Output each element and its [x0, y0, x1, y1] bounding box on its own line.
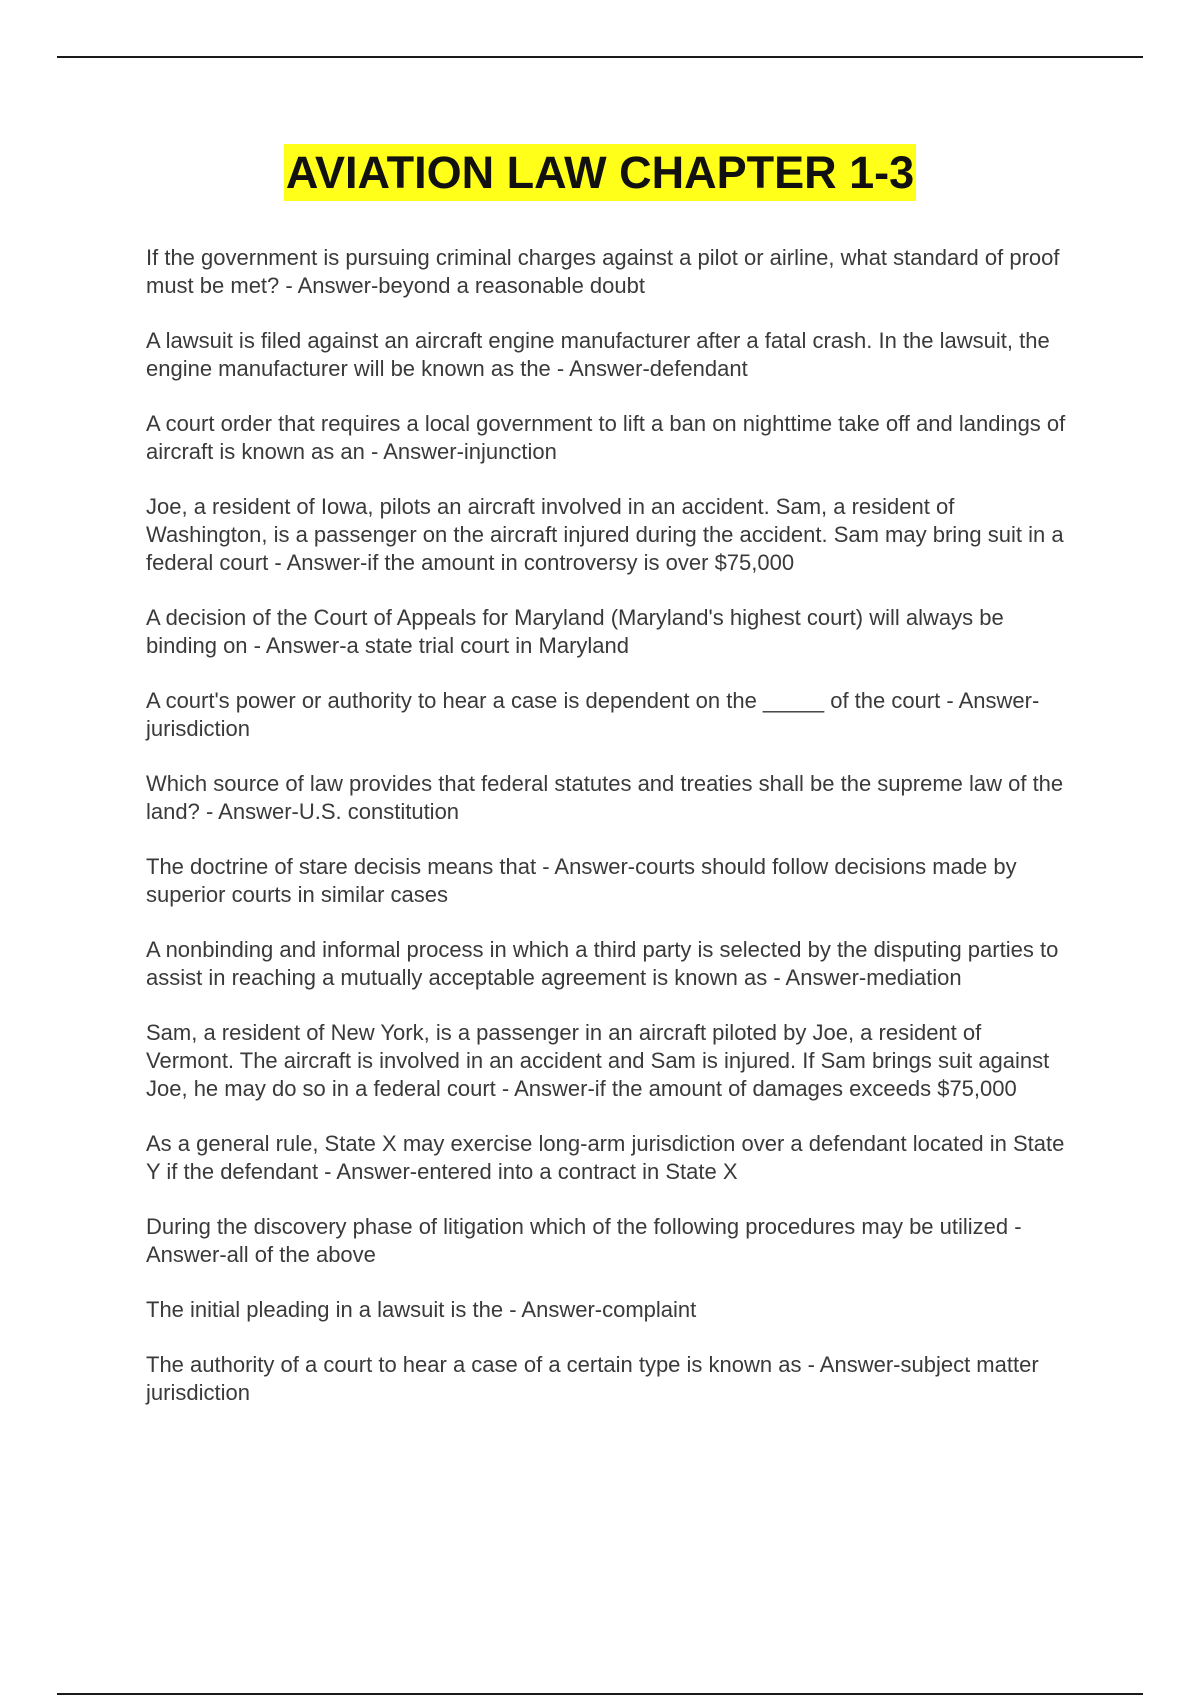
qa-item: The initial pleading in a lawsuit is the - Answer-complaint [146, 1297, 697, 1322]
qa-item: The authority of a court to hear a case of a certain type is known as - Answer-subject matter jurisdiction [146, 1352, 1039, 1405]
qa-item: A decision of the Court of Appeals for Maryland (Maryland's highest court) will always be binding on - Answer-a state trial court in Maryland [146, 605, 1004, 658]
qa-item: A court's power or authority to hear a case is dependent on the _____ of the court - Answer-jurisdiction [146, 688, 1040, 741]
qa-list [146, 244, 1066, 1434]
qa-item: Joe, a resident of Iowa, pilots an aircraft involved in an accident. Sam, a resident of Washington, is a passenger on the aircraft injured during the accident. Sam may bring suit in a federal court - Answer-if the amount in controversy is over $75,000 [146, 494, 1064, 575]
qa-item: If the government is pursuing criminal charges against a pilot or airline, what standard of proof must be met? - Answer-beyond a reasonable doubt [146, 245, 1060, 298]
qa-item: A nonbinding and informal process in which a third party is selected by the disputing parties to assist in reaching a mutually acceptable agreement is known as - Answer-mediation [146, 937, 1059, 990]
qa-item: During the discovery phase of litigation which of the following procedures may be utilized - Answer-all of the above [146, 1214, 1022, 1267]
qa-item: As a general rule, State X may exercise long-arm jurisdiction over a defendant located in State Y if the defendant - Answer-entered into a contract in State X [146, 1131, 1065, 1184]
bottom-divider [57, 1693, 1143, 1695]
title-container [0, 144, 1200, 201]
page-title: AVIATION LAW CHAPTER 1-3 [284, 144, 916, 201]
qa-item: Which source of law provides that federal statutes and treaties shall be the supreme law of the land? - Answer-U.S. constitution [146, 771, 1064, 824]
top-divider [57, 56, 1143, 58]
qa-item: Sam, a resident of New York, is a passenger in an aircraft piloted by Joe, a resident of Vermont. The aircraft is involved in an accident and Sam is injured. If Sam brings suit against Joe, he may do so in a federal court - Answer-if the amount of damages exceeds $75,000 [146, 1020, 1050, 1101]
qa-item: The doctrine of stare decisis means that - Answer-courts should follow decisions made by superior courts in similar cases [146, 854, 1017, 907]
qa-item: A court order that requires a local government to lift a ban on nighttime take off and landings of aircraft is known as an - Answer-injunction [146, 411, 1066, 464]
qa-item: A lawsuit is filed against an aircraft engine manufacturer after a fatal crash. In the lawsuit, the engine manufacturer will be known as the - Answer-defendant [146, 328, 1050, 381]
